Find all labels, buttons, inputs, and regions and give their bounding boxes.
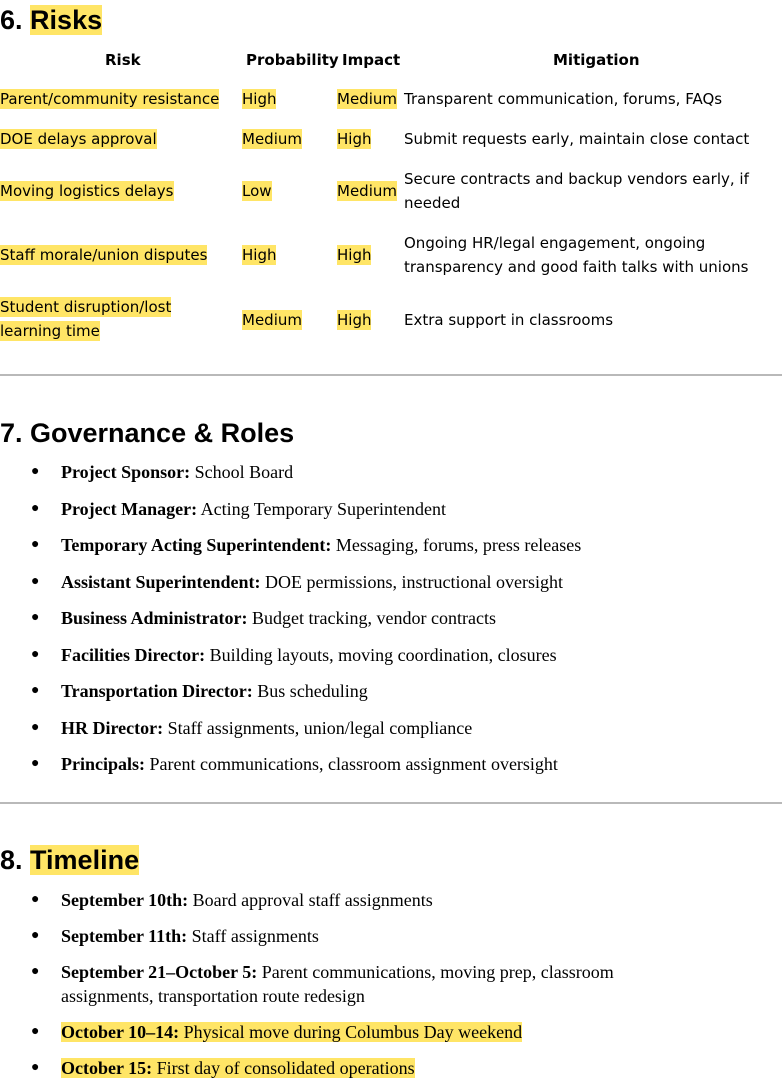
risk-row-2-mitigation: Submit requests early, maintain close contact xyxy=(404,130,750,148)
risk-row-5-probability: Medium xyxy=(242,311,302,329)
timeline-number: 8. xyxy=(0,845,23,875)
list-item: ● Facilities Director: Building layouts, moving coordination, closures xyxy=(31,644,557,665)
col-probability: Probability xyxy=(246,51,339,69)
risk-row-2-probability: Medium xyxy=(242,130,302,148)
list-item: ● September 10th: Board approval staff assignments xyxy=(31,890,433,910)
governance-heading: 7. Governance & Roles xyxy=(0,418,295,448)
risks-heading xyxy=(0,3,102,37)
risk-row-3-risk: Moving logistics delays xyxy=(0,182,174,200)
list-item: ● Assistant Superintendent: DOE permissions, instructional oversight xyxy=(31,571,563,592)
risk-row-1-probability: High xyxy=(242,90,277,108)
risk-row-4-probability: High xyxy=(242,246,277,264)
list-item: ● Principals: Parent communications, classroom assignment oversight xyxy=(31,754,558,774)
risk-row-2-impact: High xyxy=(337,130,372,148)
list-item: ● October 10–14: Physical move during Columbus Day weekend xyxy=(31,1022,523,1042)
list-item: ● Temporary Acting Superintendent: Messaging, forums, press releases xyxy=(31,535,582,555)
list-item: ● September 11th: Staff assignments xyxy=(31,926,319,946)
timeline-heading xyxy=(0,843,139,877)
risk-row-4-mitigation: Ongoing HR/legal engagement, ongoing transparency and good faith talks with unions xyxy=(404,234,749,276)
section-divider xyxy=(0,802,782,804)
risk-row-3-impact: Medium xyxy=(337,182,397,200)
risks-number: 6. xyxy=(0,5,23,35)
list-item: ● October 15: First day of consolidated operations xyxy=(31,1058,415,1078)
list-item: ● Business Administrator: Budget tracking, vendor contracts xyxy=(31,608,496,628)
risk-table-header xyxy=(0,49,782,71)
risks-title: Risks xyxy=(30,5,103,35)
list-item: ● Project Sponsor: School Board xyxy=(31,462,294,482)
list-item: ● Transportation Director: Bus scheduling xyxy=(31,681,368,701)
col-risk: Risk xyxy=(105,51,141,69)
risk-row-4-impact: High xyxy=(337,246,372,264)
list-item: ● Project Manager: Acting Temporary Superintendent xyxy=(31,498,446,519)
list-item: ● HR Director: Staff assignments, union/legal compliance xyxy=(31,717,473,738)
governance-list xyxy=(0,460,721,776)
risk-row-5-risk: Student disruption/lost learning time xyxy=(0,298,172,340)
risk-row-4-risk: Staff morale/union disputes xyxy=(0,246,208,264)
risk-row-5-mitigation: Extra support in classrooms xyxy=(404,311,614,329)
timeline-title: Timeline xyxy=(30,845,140,875)
risk-row-2-risk: DOE delays approval xyxy=(0,130,157,148)
timeline-list xyxy=(0,888,721,1080)
risk-row-1-mitigation: Transparent communication, forums, FAQs xyxy=(404,90,723,108)
col-mitigation: Mitigation xyxy=(553,51,640,69)
risk-row-1-impact: Medium xyxy=(337,90,397,108)
risk-row-1-risk: Parent/community resistance xyxy=(0,90,220,108)
col-impact: Impact xyxy=(342,51,401,69)
risk-row-3-mitigation: Secure contracts and backup vendors early, if needed xyxy=(404,170,749,212)
section-divider xyxy=(0,374,782,376)
list-item: ● September 21–October 5: Parent communications, moving prep, classroom assignments, transportation route redesign xyxy=(31,962,614,1006)
risk-row-5-impact: High xyxy=(337,311,372,329)
risk-row-3-probability: Low xyxy=(242,182,272,200)
